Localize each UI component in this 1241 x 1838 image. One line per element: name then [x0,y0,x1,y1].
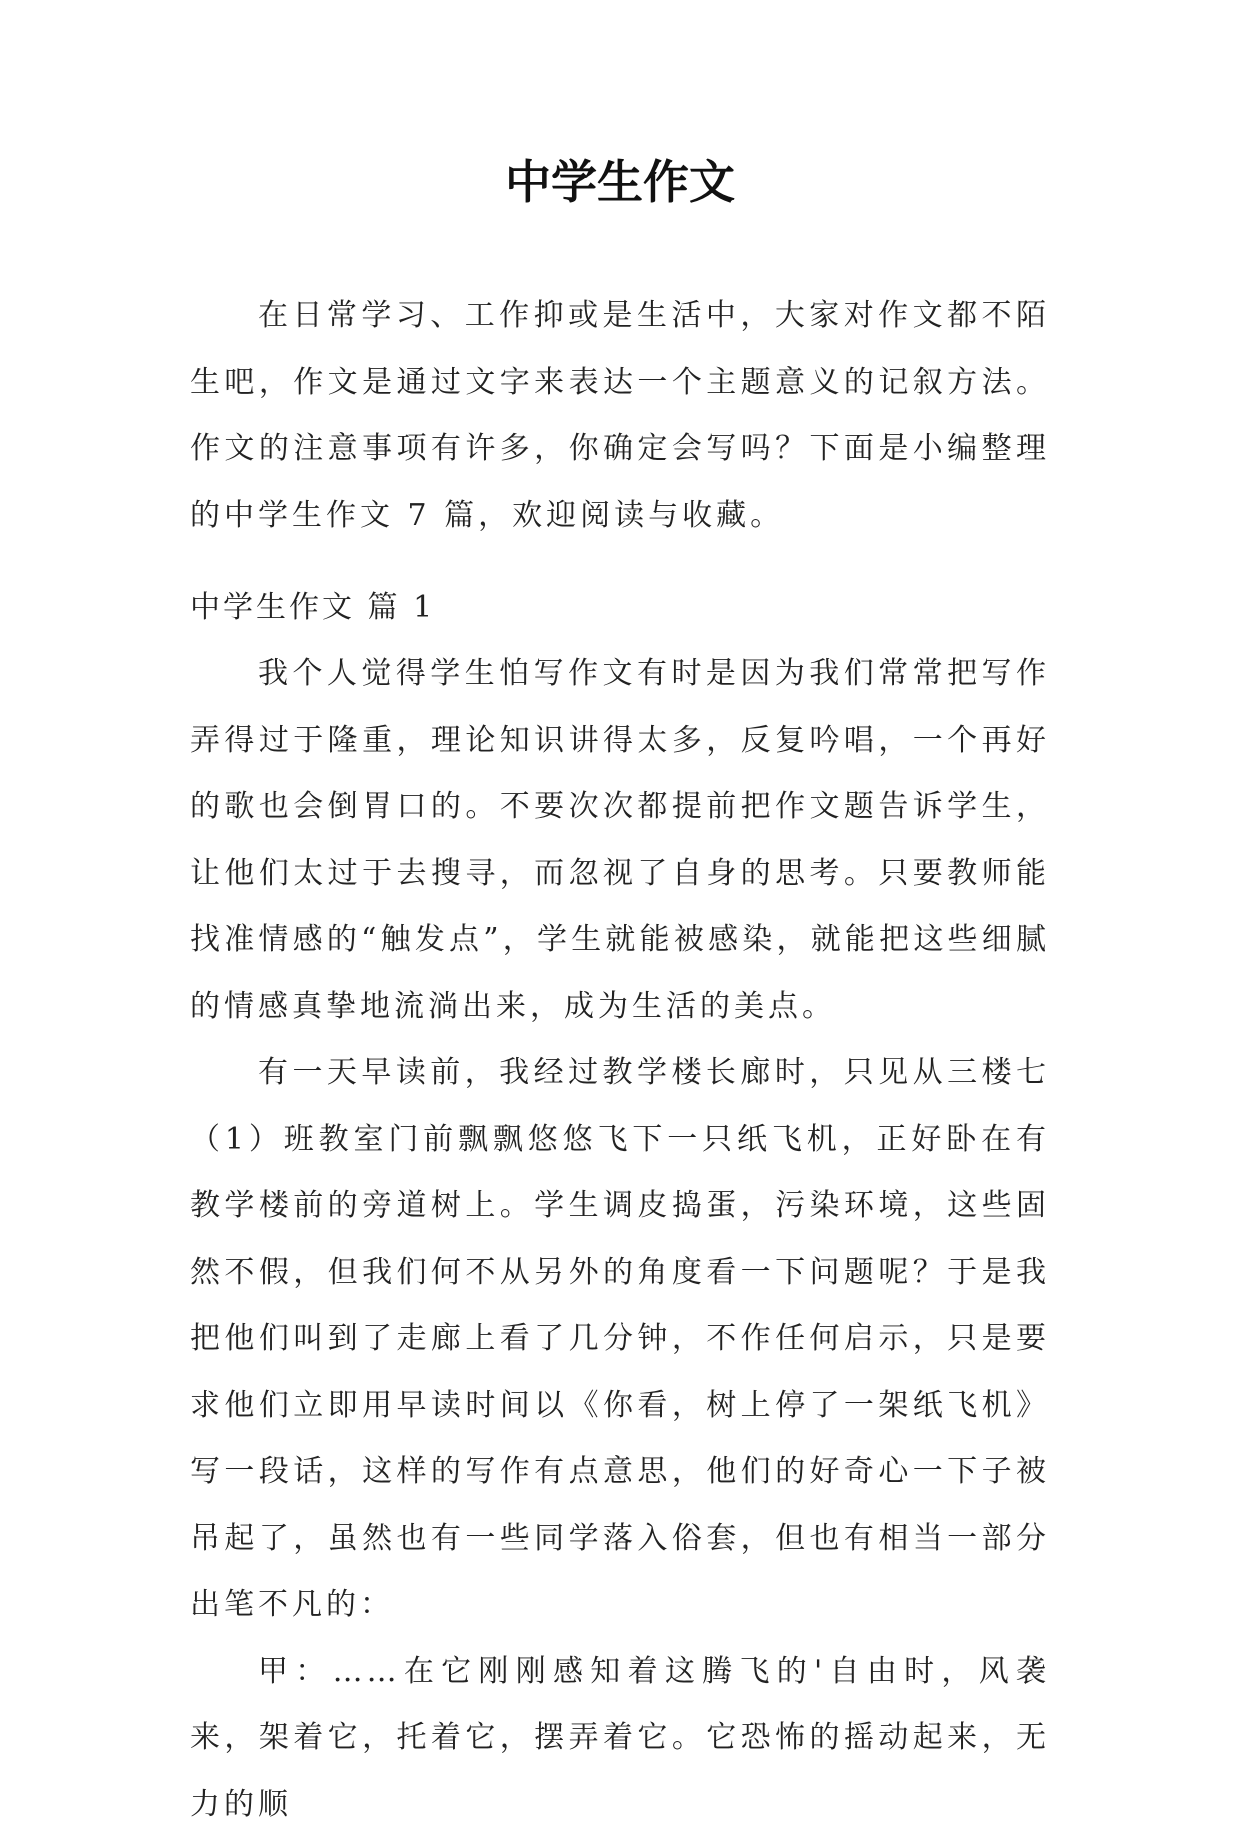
body-paragraph: 我个人觉得学生怕写作文有时是因为我们常常把写作弄得过于隆重，理论知识讲得太多，反复吟唱，一个再好的歌也会倒胃口的。不要次次都提前把作文题告诉学生，让他们太过于去搜寻，而忽视了自身的思考。只要教师能找准情感的“触发点”，学生就能被感染，就能把这些细腻的情感真挚地流淌出来，成为生活的美点。 [190,641,1050,1040]
body-paragraph: 甲：……在它刚刚感知着这腾飞的'自由时，风袭来，架着它，托着它，摆弄着它。它恐怖的摇动起来，无力的顺 [190,1639,1050,1838]
section-heading: 中学生作文 篇 1 [190,575,1050,642]
document-title: 中学生作文 [190,150,1050,214]
section-body [190,641,1050,1838]
body-paragraph: 有一天早读前，我经过教学楼长廊时，只见从三楼七（1）班教室门前飘飘悠悠飞下一只纸飞机，正好卧在有教学楼前的旁道树上。学生调皮捣蛋，污染环境，这些固然不假，但我们何不从另外的角度看一下问题呢？于是我把他们叫到了走廊上看了几分钟，不作任何启示，只是要求他们立即用早读时间以《你看，树上停了一架纸飞机》写一段话，这样的写作有点意思，他们的好奇心一下子被吊起了，虽然也有一些同学落入俗套，但也有相当一部分出笔不凡的： [190,1040,1050,1639]
intro-paragraph: 在日常学习、工作抑或是生活中，大家对作文都不陌生吧，作文是通过文字来表达一个主题意义的记叙方法。作文的注意事项有许多，你确定会写吗？下面是小编整理的中学生作文 7 篇，欢迎阅读与收藏。 [190,283,1050,549]
document-page [190,0,1050,1754]
